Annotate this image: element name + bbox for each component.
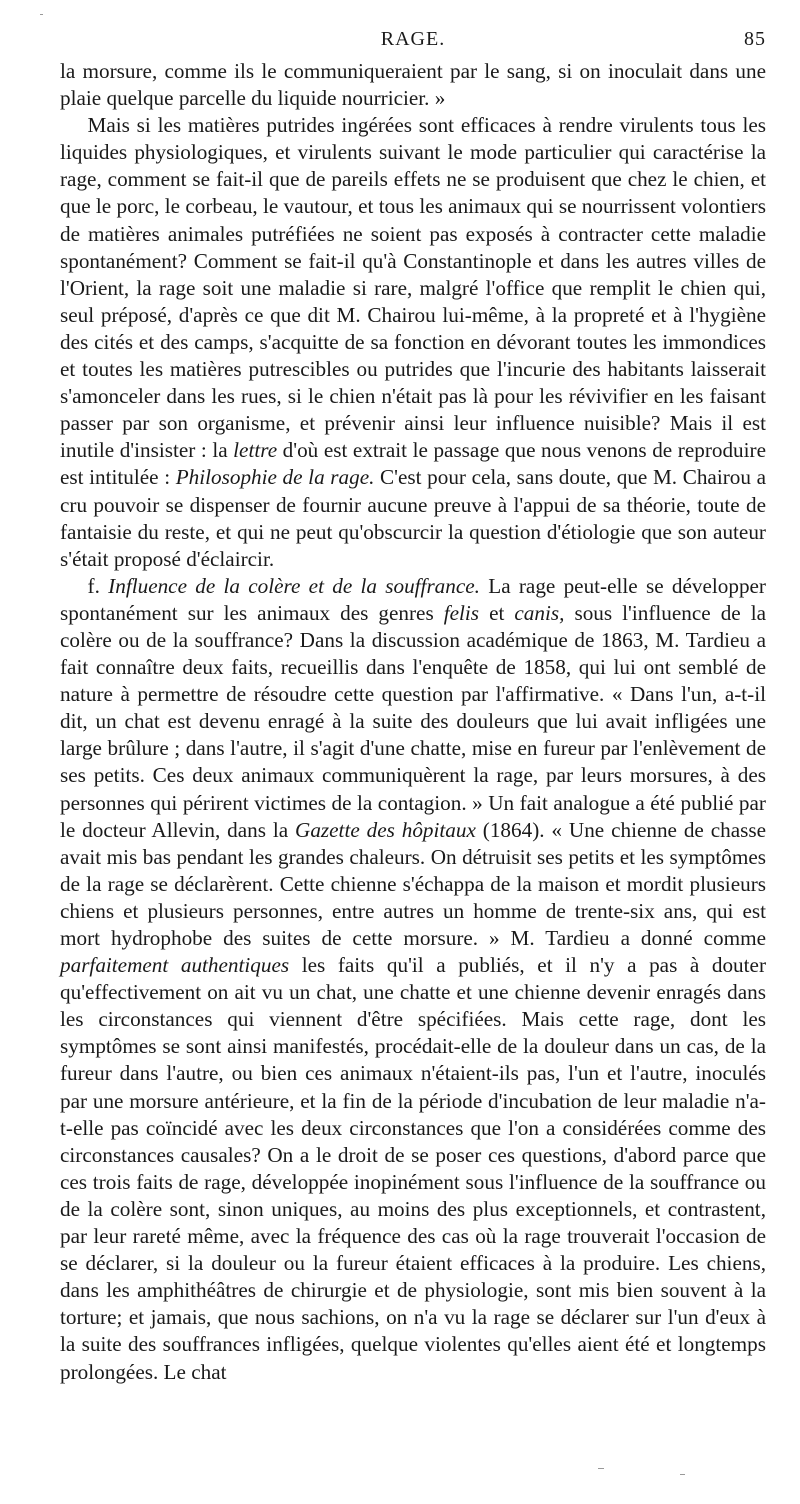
italic-text: Influence de la colère et de la souffrance. [108,573,480,598]
text-run: (1864). « Une chienne de chasse avait mis bas pendant les grandes chaleurs. On détruisit ses petits et les symptômes de la rage se déclarèrent. Cette chienne s'échappa de la maison et mordit plusieurs chiens et plusieurs personnes, entre autres un homme de trente-six ans, qui est mort hydrophobe des suites de cette morsure. » M. Tardieu a donné comme [60,817,766,950]
italic-text: canis, [514,600,565,625]
text-run: f. [87,573,109,598]
text-run: La rage peut-elle se développer spontanément sur les animaux des genres [60,573,766,625]
paragraph [60,573,766,1386]
running-title: RAGE. [380,28,446,50]
speck-mark [40,14,43,15]
text-run: les faits qu'il a publiés, et il n'y a pas à douter qu'effectivement on ait vu un chat, une chatte et une chienne devenir enragés dans les circonstances qui viennent d'être spécifiées. Mais cette rage, dont les symptômes se sont ainsi manifestés, procédait-elle de la douleur dans un cas, de la fureur dans l'autre, ou bien ces animaux n'étaient-ils pas, l'un et l'autre, inoculés par une morsure antérieure, et la fin de la période d'incubation de leur maladie n'a-t-elle pas coïncidé avec les deux circonstances que l'on a considérées comme des circonstances causales? On a le droit de se poser ces questions, d'abord parce que ces trois faits de rage, développée inopinément sous l'influence de la souffrance ou de la colère sont, sinon uniques, au moins des plus exceptionnels, et contrastent, par leur rareté même, avec la fréquence des cas où la rage trouverait l'occasion de se déclarer, si la douleur ou la fureur étaient efficaces à la produire. Les chiens, dans les amphithéâtres de chirurgie et de physiologie, sont mis bien souvent à la torture; et jamais, que nous sachions, on n'a vu la rage se déclarer sur l'un d'eux à la suite des souffrances infligées, quelque violentes qu'elles aient été et longtemps prolongées. Le chat [60,953,766,1384]
italic-text: felis [443,600,480,625]
paragraph [60,58,766,112]
paragraph [60,112,766,573]
italic-text: lettre [233,438,278,463]
text-run: Mais si les matières putrides ingérées sont efficaces à rendre virulents tous les liquides physiologiques, et virulents suivant le mode particulier qui caractérise la rage, comment se fait-il que de pareils effets ne se produisent que chez le chien, et que le porc, le corbeau, le vautour, et tous les animaux qui se nourrissent volontiers de matières animales putréfiées ne soient pas exposés à contracter cette maladie spontanément? Comment se fait-il qu'à Constantinople et dans les autres villes de l'Orient, la rage soit une maladie si rare, malgré l'office que remplit le chien qui, seul préposé, d'après ce que dit M. Chairou lui-même, à la propreté et à l'hygiène des cités et des camps, s'acquitte de sa fonction en dévorant toutes les immondices et toutes les matières putrescibles ou putrides que l'incurie des habitants laisserait s'amonceler dans les rues, si le chien n'était pas là pour les révivifier en les faisant passer par son organisme, et prévenir ainsi leur influence nuisible? Mais il est inutile d'insister : la [60,113,766,463]
italic-text: parfaitement authentiques [60,953,290,978]
text-run: sous l'influence de la colère ou de la souffrance? Dans la discussion académique de 1863, M. Tardieu a fait connaître deux faits, recueillis dans l'enquête de 1858, qui lui ont semblé de nature à permettre de résoudre cette question par l'affirmative. « Dans l'un, a-t-il dit, un chat est devenu enragé à la suite des douleurs que lui avait infligées une large brûlure ; dans l'autre, il s'agit d'une chatte, mise en fureur par l'enlèvement de ses petits. Ces deux animaux communiquèrent la rage, par leurs morsures, à des personnes qui périrent victimes de la contagion. » Un fait analogue a été publié par le docteur Allevin, dans la [60,600,766,842]
italic-text: Philosophie de la rage. [175,465,375,490]
body-text [60,58,766,1386]
running-header [60,28,766,58]
text-run: la morsure, comme ils le communiqueraient par le sang, si on inoculait dans une plaie quelque parcelle du liquide nourricier. » [60,59,766,111]
page-number: 85 [744,28,766,50]
text-run: C'est pour cela, sans doute, que M. Chairou a cru pouvoir se dispenser de fournir aucune preuve à l'appui de sa théorie, toute de fantaisie du reste, et qui ne peut qu'obscurcir la question d'étiologie que son auteur s'était proposé d'éclaircir. [60,465,766,571]
speck-mark [598,1468,604,1469]
text-run: d'où est extrait le passage que nous venons de reproduire est intitulée : [60,438,766,490]
text-run: et [479,600,515,625]
book-page [60,28,766,1386]
speck-mark [680,1474,685,1475]
italic-text: Gazette des hôpitaux [295,817,476,842]
